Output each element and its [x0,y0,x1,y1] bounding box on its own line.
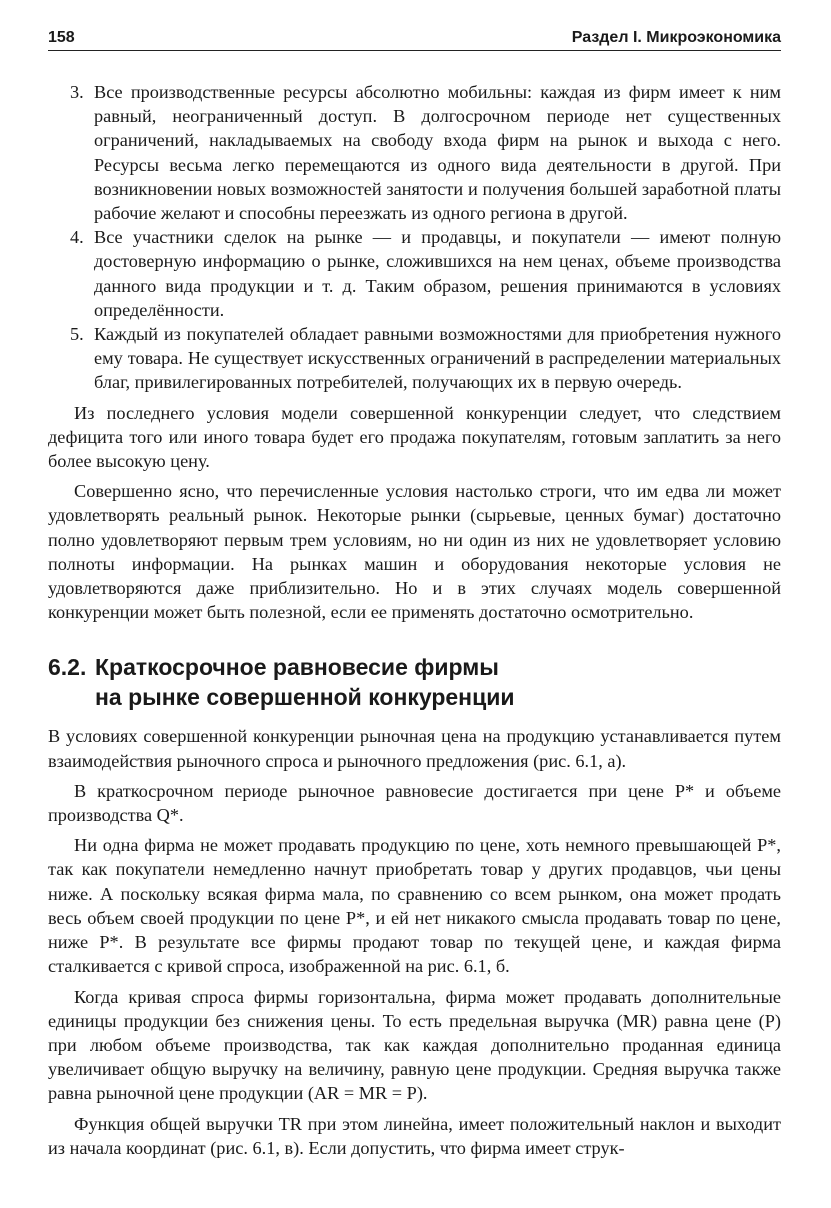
list-item-number: 5. [70,324,84,345]
list-item [48,322,781,395]
list-item-number: 4. [70,227,84,248]
list-item-text: Все производственные ресурсы абсолютно мобильны: каждая из фирм имеет к ним равный, неограниченный доступ. В долгосрочном периоде нет существенных ограничений, накладываемых на свободу входа фирм на рынок и выхода с него. Ресурсы весьма легко перемещаются из одного вида деятельности в другой. При возникновении новых возможностей занятости и получения большей заработной платы рабочие желают и способны переезжать из одного региона в другой. [94,82,781,224]
section-heading [48,652,781,712]
body-paragraph: Совершенно ясно, что перечисленные условия настолько строги, что им едва ли может удовлетворять реальный рынок. Некоторые рынки (сырьевые, ценных бумаг) достаточно полно удовлетворяют первым трем условиям, но ни один из них не удовлетворяет условию полноты информации. На рынках машин и оборудования некоторые условия не удовлетворяются даже приблизительно. Но и в этих случаях модель совершенной конкуренции может быть полезной, если ее применять достаточно осмотрительно. [48,481,781,623]
list-item [48,80,781,225]
running-header [48,26,781,51]
list-item-number: 3. [70,82,84,102]
body-paragraph: Ни одна фирма не может продавать продукцию по цене, хоть немного превышающей P*, так как покупатели немедленно начнут приобретать товар у других продавцов, чьи цены ниже. А поскольку всякая фирма мала, по сравнению со всем рынком, она может продать весь объем своей продукции по цене P*, и ей нет никакого смысла продавать товар по цене, ниже P*. В результате все фирмы продают товар по текущей цене, и каждая фирма сталкивается с кривой спроса, изображенной на рис. 6.1, б. [48,835,781,977]
page-body [48,80,781,1160]
conditions-list [48,80,781,395]
page-number: 158 [48,29,75,46]
body-paragraph: В условиях совершенной конкуренции рыночная цена на продукцию устанавливается путем взаимодействия рыночного спроса и рыночного предложения (рис. 6.1, а). [48,726,781,771]
section-heading-line-2: на рынке совершенной конкуренции [95,684,515,711]
section-heading-line-1: Краткосрочное равновесие фирмы [95,654,499,681]
list-item-text: Все участники сделок на рынке — и продавцы, и покупатели — имеют полную достоверную информацию о рынке, сложившихся на нем ценах, объеме производства данного вида продукции и т. д. Таким образом, решения принимаются в условиях определённости. [94,227,781,320]
running-section-title: Раздел I. Микроэкономика [571,29,781,46]
body-paragraph: Функция общей выручки TR при этом линейна, имеет положительный наклон и выходит из начала координат (рис. 6.1, в). Если допустить, что фирма имеет струк- [48,1113,781,1158]
body-paragraph: В краткосрочном периоде рыночное равновесие достигается при цене P* и объеме производства Q*. [48,780,781,826]
body-paragraph: Из последнего условия модели совершенной конкуренции следует, что следствием дефицита того или иного товара будет его продажа покупателям, готовым заплатить за него более высокую цену. [48,402,781,472]
list-item [48,225,781,322]
body-paragraph: Когда кривая спроса фирмы горизонтальна, фирма может продавать дополнительные единицы продукции без снижения цены. То есть предельная выручка (MR) равна цене (P) при любом объеме производства, так как каждая дополнительно проданная единица увеличивает общую выручку на величину, равную цене продукции. Средняя выручка также равна рыночной цене продукции (AR = MR = P). [48,986,781,1104]
list-item-text: Каждый из покупателей обладает равными возможностями для приобретения нужного ему товара. Не существует искусственных ограничений в распределении материальных благ, привилегированных потребителей, получающих их в первую очередь. [94,324,781,393]
section-number: 6.2. [48,654,87,681]
